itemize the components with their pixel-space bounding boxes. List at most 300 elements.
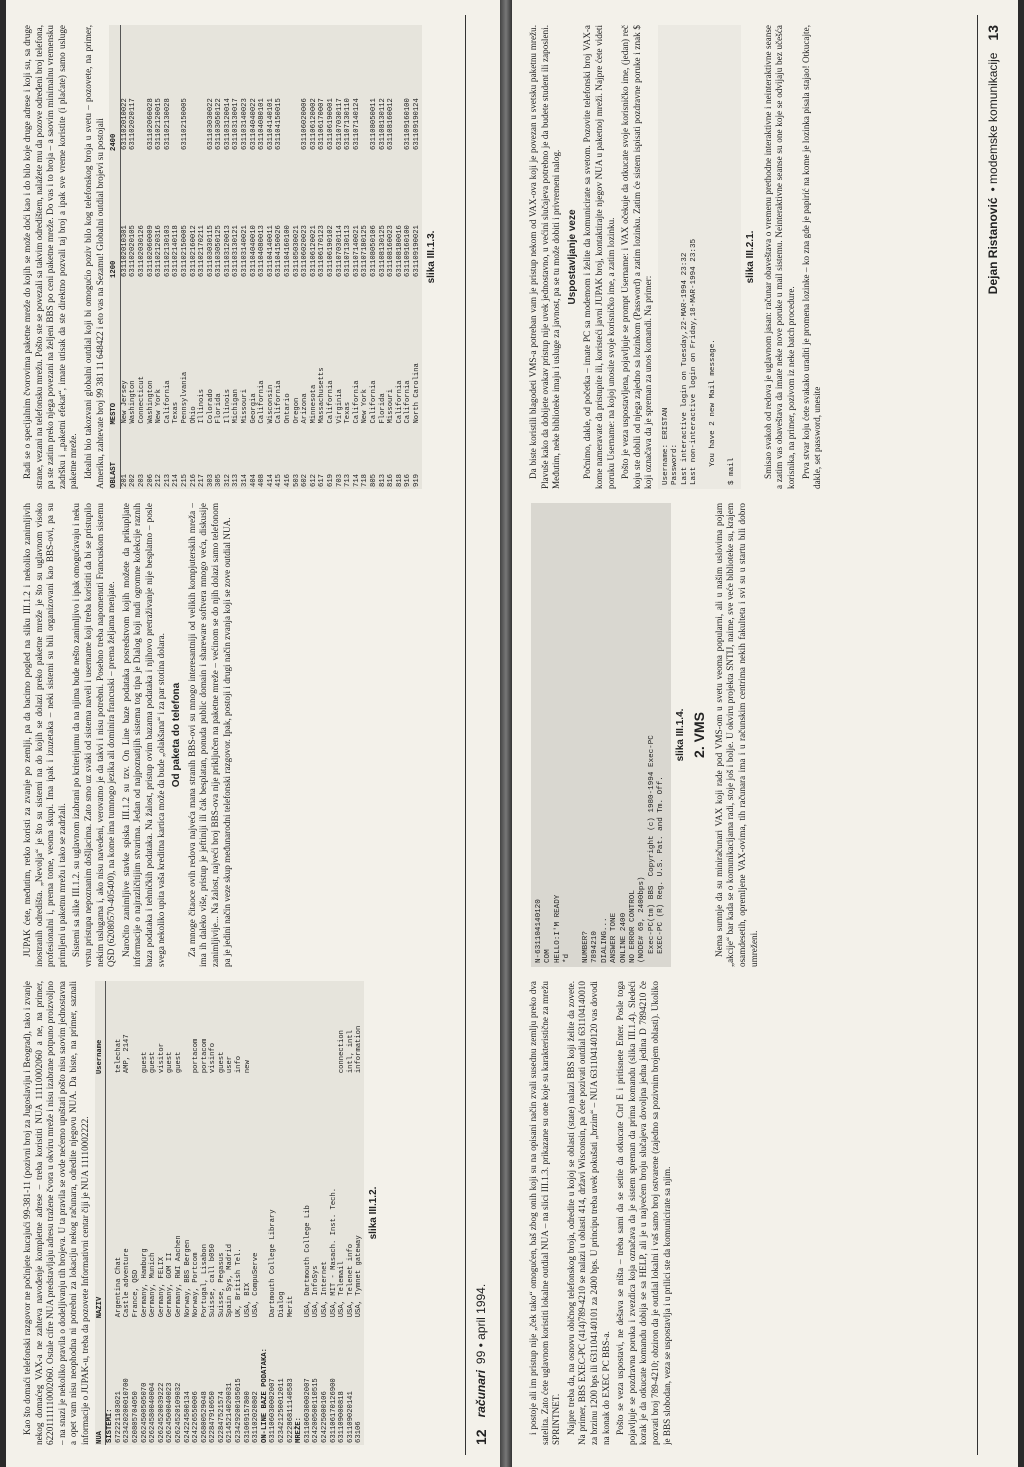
table-cell: 631069157800 [243, 1391, 252, 1443]
table-cell: new [243, 1060, 252, 1074]
table-header: 1200 [109, 152, 120, 279]
table-cell: 631106020006 [301, 98, 310, 150]
table-cell: USA, BIX [243, 1282, 252, 1318]
login-listing: Username: ERISTAN Password: Last interactive login on Tuesday,22-MAR-1994 23:32 Last non-interactive login on Friday,18-MAR-1994 23:35 You have 2 new Mail message. $ mail [658, 25, 741, 489]
table-cell [304, 981, 313, 1075]
table-row [287, 981, 296, 1445]
paragraph: Naročito zanimljive stavke spiska III.1.2 su tzv. On Line baze podataka posredstvom kojih možete da prikupljate informacije o najrazličitijim stvarima. Jedan od najpoznatijih sistema tog tipa je Dialog koji nudi ogromne kolekcije raznih baza podataka i tehničkih podataka. Na žalost, pristup ovim bazama podataka i njihovo pretraživanje nije besplatno – posle svega nekoliko upita vaša kreditna kartica može da bude „olakšana“ i za par stotina dolara. [120, 503, 166, 967]
table-cell: 631103140023 [241, 98, 250, 150]
table-cell: Suisse, call b050 [209, 1243, 218, 1318]
paragraph: Smisao svakoh od redova je uglavnom jasan: računar obaveštava o vremenu prethodne interaktivne i neinteraktivne seanse a zatim vas obaveštava da imate neke nove poruke u mail sistemu. Neinteraktivne seanse su one koje se odvijaju bez učešća korisnika, na primer, pozivom iz neke batch procedure. [762, 25, 796, 489]
table-cell: Missouri [387, 389, 396, 424]
table-cell: 62624500040023 [166, 1382, 175, 1443]
table-cell: Missouri [241, 389, 250, 424]
table-cell: portacom [192, 1038, 201, 1074]
table-cell: 631103030022 [206, 98, 215, 150]
table-cell: Virginia [335, 389, 344, 424]
table-row [175, 981, 184, 1445]
table-row [149, 981, 158, 1445]
table-row [207, 25, 216, 489]
table-cell: 619 [327, 474, 335, 487]
table-cell: visinfo [209, 1042, 218, 1074]
table-cell: USA, Dartmouth College Lib [303, 1205, 312, 1318]
table-cell: 314 [241, 474, 250, 487]
table-row [192, 981, 201, 1445]
table-cell: 631105030021 [292, 225, 301, 277]
table-cell [312, 981, 321, 1075]
table-cell: Germany, RWI Aachen [174, 1235, 183, 1318]
table-section-row [106, 981, 115, 1445]
table-cell: 416 [284, 474, 293, 487]
table-cell: 631102060009 [146, 225, 155, 277]
table-section-row [295, 981, 304, 1445]
table-cell: 631102170211 [198, 225, 207, 277]
table-cell: 631103030115 [206, 225, 215, 277]
table-cell: 503 [292, 474, 301, 487]
author-name: Dejan Ristanović [986, 197, 1000, 295]
paragraph: Da biste koristili blagodeti VMS-a potreban vam je pristup nekom od VAX-ova koji je povezan u svetsku paketnu mrežu. Plavuše kako da dobijete ovakav pristup nije uvek jednostavno, u većini slučajeva potrebno je da budete student ili zaposleni. Međutim, neke biblioteke imaju i usluge za javnost, pa se tu može dobiti i privremeni nalog. [528, 25, 562, 489]
table-row [336, 25, 345, 489]
table-cell: 414 [266, 474, 275, 487]
table-row [252, 981, 261, 1445]
paragraph: Pošto se veza uspostavi, ne dešava se ništa – treba sami da se setite da otkucate Ctrl E i pritisnete Enter. Posle toga pojavljuje se pozdravna poruka i zvezdica koja označava da je sistem spreman da prima komandu (slika III.1.4). Sledeći korak je da otkucate komandu dobija se sa HELP, ali je u najvećem broju slučajeva dovoljna jedna jedina D 7894210 če pozvati broj 789-4210; obziron da je outdial lokalni i vaš samo broj ostvarene (zajedno sa pozivnim brojem oblasti). Ukoliko je BBS slobodan, veza se uspostavlja i u prilici ste da komunicirate sa njim. [615, 981, 672, 1445]
table-cell: 202 [129, 474, 138, 487]
table-cell: 624226550006 [192, 1391, 201, 1443]
table-cell: 212 [155, 474, 164, 487]
table-cell: Germany, Munich [149, 1252, 158, 1318]
table-cell: 214 [172, 474, 181, 487]
table-row [327, 25, 336, 489]
table-cell [138, 25, 147, 152]
page-number: 13 [985, 25, 1001, 41]
table-cell: 631107130110 [344, 98, 353, 150]
table-cell: 62624520109032 [174, 1382, 183, 1443]
table-cell: Minnesota [309, 384, 318, 424]
table-row [318, 25, 327, 489]
table-cell: 631102160012 [189, 225, 198, 277]
table-cell: 631104160100 [284, 225, 293, 277]
terminal-listing: N-631104140120 COM HELLO:I'M READY *d NUMBER? 7894210 DIALING... ANSWER TONE ONLINE 2400 NO ERROR CONTROL (NODE# 69, 2400bps) Exec-PC(tm) BBS Copyright (c) 1980-1994 Exec-PC EXEC-PC (R) Reg. U.S. Pat. and Tm. Off. [531, 503, 671, 967]
table-header: OBLAST [109, 426, 120, 489]
table-cell: 62145214020031 [226, 1382, 235, 1443]
table-cell: 718 [361, 474, 370, 487]
table-cell: 714 [352, 474, 361, 487]
table-cell: California [327, 380, 335, 424]
table-cell: 703 [335, 474, 344, 487]
table-cell: Ohio [189, 406, 198, 424]
table-cell [278, 981, 287, 1075]
table-cell: guest [174, 1051, 183, 1074]
page-gutter [500, 0, 512, 1467]
table-cell: 631108180016 [395, 225, 404, 277]
table-cell: 620805704050 [131, 1391, 140, 1443]
table-cell: 62624500505070 [140, 1382, 149, 1443]
table-cell: 813 [378, 474, 387, 487]
table-row [353, 25, 362, 489]
table-section-row [261, 981, 270, 1445]
table-section-label: ON-LINE BAZE PODATAKA: [260, 1348, 269, 1443]
outdial-table [109, 25, 421, 489]
table-cell: Georgia [249, 393, 258, 424]
table-cell [396, 25, 405, 152]
table-cell: Germany, GOM II [166, 1252, 175, 1318]
table-cell: 631108130125 [378, 225, 387, 277]
table-cell: visitor [157, 1042, 166, 1074]
table-cell: 631109190124 [412, 98, 421, 150]
table-cell: USA, Tymnet gateway [355, 1235, 364, 1318]
table-cell: Texas [172, 401, 181, 424]
table-cell: 631107140124 [352, 98, 361, 150]
table-cell: 624200500110515 [312, 1378, 321, 1443]
table-cell: 313 [232, 474, 241, 487]
table-cell: 631102120316 [155, 225, 164, 277]
table-row [147, 25, 156, 489]
table-cell [293, 25, 302, 152]
table-cell: 631102020117 [129, 98, 138, 150]
table-cell: 631106020023 [301, 225, 310, 277]
table-cell: 631103130121 [232, 225, 241, 277]
right-column-2 [528, 503, 952, 967]
table-cell: 622286811140583 [286, 1378, 295, 1443]
table-cell: Texas [344, 401, 353, 424]
table-cell: 62624580040004 [149, 1382, 158, 1443]
table-cell: AMP, 2147 [123, 1034, 132, 1074]
figure-caption: slika III.2.1. [745, 230, 757, 284]
table-cell: 631106170123 [318, 225, 327, 277]
table-cell: California [275, 380, 284, 424]
table-cell: 631107030114 [335, 225, 344, 277]
table-cell: 631108050011 [369, 98, 378, 150]
table-cell: Arizona [301, 393, 310, 424]
table-cell: guest [149, 1051, 158, 1074]
table-cell: Oregon [292, 397, 301, 424]
table-cell: USA, MIT - Masach. Inst. Tech. [329, 1187, 338, 1318]
left-column-1 [22, 981, 446, 1445]
table-cell: USA, Telenet info [346, 1243, 355, 1318]
table-cell [190, 25, 199, 152]
left-page-content [16, 15, 496, 1455]
table-row [330, 981, 339, 1445]
table-row [209, 981, 218, 1445]
page-number: 12 [473, 1429, 489, 1445]
issue-label: 99 • april 1994. [474, 1283, 488, 1365]
right-column-3 [528, 25, 952, 489]
table-section-label: SISTEMI: [106, 1408, 115, 1443]
table-row [301, 25, 310, 489]
table-header: 2400 [109, 25, 120, 152]
publication-name: računari [474, 1370, 488, 1418]
table-cell: 631106190001 [327, 98, 335, 150]
table-row [355, 981, 364, 1445]
table-cell: Dialog [278, 1291, 287, 1318]
table-cell: Massachusetts [318, 367, 327, 424]
paragraph: Idealni bio takozvani globalni outdial koji bi omogućio poziv bilo kog telefonskog broja u svetu – pozovete, na primer, Ameriku, zahtevate broj 99 381 11 648422 i eto vas na Sezamu! Globalni outdial brojevi su postojali [82, 25, 105, 489]
table-cell: Ontario [284, 393, 293, 424]
table-row [338, 981, 347, 1445]
table-cell: 415 [275, 474, 284, 487]
table-row [321, 981, 330, 1445]
table-row [232, 25, 241, 489]
table-row [115, 981, 124, 1445]
table-row [181, 25, 190, 489]
table-cell: 631104080013 [258, 225, 267, 277]
table-cell: guest [140, 1051, 149, 1074]
table-cell: 408 [258, 474, 267, 487]
paragraph: Pošto je veza uspostavljena, pojavljuje se prompt Username: i VAX očekuje da otkucate svoje korisničko ime, (jedan) reč koju ste dobili od njega zajedno sa lozinkom (Password) a zatim lozinku. Zatim će sistem ispisati pozdravne poruke i znak $ koji označava da je spreman za unos komandi. Na primer: [620, 25, 654, 489]
table-row [166, 981, 175, 1445]
table-cell: UK, British Tel. [235, 1248, 244, 1318]
table-cell [132, 981, 141, 1075]
table-cell: 624224500134 [183, 1391, 192, 1443]
table-header: Username [95, 981, 106, 1075]
table-cell: 713 [344, 474, 353, 487]
table-cell: California [352, 380, 361, 424]
table-cell: 631104040010 [249, 225, 258, 277]
table-cell: USA, CompuServe [252, 1252, 261, 1318]
table-row [293, 25, 302, 489]
table-cell: Michigan [232, 389, 241, 424]
table-row [158, 981, 167, 1445]
table-cell: 203 [137, 474, 146, 487]
table-cell: 622847521574 [217, 1391, 226, 1443]
table-cell: 631104150026 [275, 225, 284, 277]
paragraph: Počnimo, dakle, od početka – imate PC sa modemom i želite da komunicirate sa svetom. Pozovite telefonski broj VAX-a kome nameravate da pristupite ili, koristeći javni JUPAK broj, kontaktirajte njegov NUA u paketnoj mreži. Najpre ćete videti poruku Username: na kojoj unosite svoje korisničko ime, a zatim lozinku. [582, 25, 616, 489]
table-cell: California [258, 380, 267, 424]
right-column-1 [528, 981, 952, 1445]
table-header: MESTO [109, 279, 120, 426]
table-cell: Portugal, Lisabon [200, 1243, 209, 1318]
table-cell: 631103130017 [232, 98, 241, 150]
table-cell: 631103140021 [241, 225, 250, 277]
table-row [138, 25, 147, 489]
table-cell: 631102150005 [180, 98, 189, 150]
table-cell: 631109190021 [412, 225, 421, 277]
table-row [278, 981, 287, 1445]
table-row [404, 25, 413, 489]
table-cell: 631102140118 [172, 225, 181, 277]
table-cell: 631107030117 [335, 98, 344, 150]
table-row [226, 981, 235, 1445]
table-cell: Spain Sys, Madrid [226, 1243, 235, 1318]
table-cell: 626800529048 [200, 1391, 209, 1443]
paragraph: Radi se o specijalnim čvorovima paketne mreže do kojih se može doći kao i do bilo koje druge adrese i koji su, sa druge strane, vezani na telefonsku mrežu. Pošto ste se povezali sa takvim odredištem, nalažete mu da pozove određeni broj telefona, pa ste zatim preko njega povezani na željeni BBS po ceni paketne mreže. Do vas i to broja – a saovim minimalnu vremensku zadršku i „paketni efekat“, imate utisak da ste direktno pozvali taj broj a ipak sve vreme koristite (i plaćate) samo usluge paketne mreže. [22, 25, 79, 489]
right-page [512, 0, 1018, 1467]
table-cell: 206 [146, 474, 155, 487]
right-page-content [522, 15, 1008, 1455]
right-footer [977, 15, 1008, 1455]
table-cell: USA, InfoSys [312, 1265, 321, 1318]
table-cell: 818 [395, 474, 404, 487]
table-cell: 631109160100 [404, 225, 413, 277]
table-row [269, 981, 278, 1445]
table-header: NUA [95, 1319, 106, 1445]
table-row [387, 25, 396, 489]
table-cell: info [235, 1055, 244, 1074]
table-cell: 631102020105 [129, 225, 138, 277]
paragraph: i postoje ali im pristup nije „ček tako“ omogućen, baš zbog onih koji su na opisani način zvali susednu zemlju preko dva satelita. Zato ćete uglavnom koristiti lokalne outdial NUA – na slici III.1.3. prikazane su one koje su karakteristične za mrežu SPRINTNET. [528, 981, 562, 1445]
table-cell: 201 [120, 474, 129, 487]
table-row [250, 25, 259, 489]
table-cell [330, 981, 339, 1075]
table-row [235, 981, 244, 1445]
table-cell: 631106120002 [309, 98, 318, 150]
table-row [361, 25, 370, 489]
paragraph: Sistemi sa slike III.1.2. su uglavnom izabrani po kriterijumu da na njima bude nešto zanimljivo i ipak omogućavaju i neku vrstu pristupa nepoznanim došljacima. Zato smo uz svaki od sistema naveli i username koji treba koristiti da bi se pristupilo nekim uslugama i, ako nisu navedeni, verovatno je da takvi i nisu potrebni. Posebno treba napomenuti Francuskom sistemu QSD (62080570-405400), na kome ima tumnogo jezika ali dominira francuski – prema željama menjate. [71, 503, 117, 967]
table-row [258, 25, 267, 489]
table-cell: Florida [215, 393, 224, 424]
table-cell: New York [361, 389, 370, 424]
table-cell: Florida [378, 393, 387, 424]
table-row [267, 25, 276, 489]
table-cell: 631104080101 [258, 98, 267, 150]
table-cell [269, 981, 278, 1075]
table-cell: 631108130112 [378, 98, 387, 150]
table-cell: Germany, Hamburg [140, 1248, 149, 1318]
table-cell: 623421250012011 [278, 1378, 287, 1443]
table-cell: 631102030126 [137, 225, 146, 277]
table-row [218, 981, 227, 1445]
table-cell: New Jersey [120, 380, 129, 424]
table-cell: 631109020141 [346, 1391, 355, 1443]
table-header: NAZIV [95, 1075, 106, 1319]
table-cell: 612 [309, 474, 318, 487]
table-row [184, 981, 193, 1445]
figure-caption: slika III.1.4. [674, 708, 686, 762]
table-cell: New York [155, 389, 164, 424]
table-cell: Illinois [198, 389, 207, 424]
table-cell: guest [166, 1051, 175, 1074]
table-row [123, 981, 132, 1445]
table-cell: 305 [215, 474, 224, 487]
table-cell: 631102020802 [252, 1391, 261, 1443]
table-cell: Connecticut [137, 376, 146, 424]
table-cell: 631103120013 [223, 225, 232, 277]
table-row [304, 981, 313, 1445]
table-cell [284, 25, 293, 152]
table-cell: Wisconsin [266, 384, 275, 424]
paragraph: Nema sumnje da su miniračunari VAX koji rade pod VMS-om u svetu veoma popularni, ali u našim uslovima pojam „akcije“ bar kada se o komunikacijama radi, stoje još i bolje. U okviru projekta SNTIJ, naime, sve veće biblioteke su, krajem osamdesetih, opremljene VAX-ovima, tih računara ima i u računskim centrima nekih fakulteta i svi su u startu bili dobro umreženi. [713, 503, 759, 967]
table-cell: portacom [200, 1038, 209, 1074]
table-cell: 631108050106 [369, 225, 378, 277]
table-cell: 62624520039222 [157, 1382, 166, 1443]
table-row [172, 25, 181, 489]
table-cell: 631106030002007 [303, 1378, 312, 1443]
table-section-label: MREŽE: [295, 1417, 304, 1443]
table-cell: 623429200105015 [235, 1378, 244, 1443]
table-cell: 631103120014 [223, 98, 232, 150]
table-cell: California [395, 380, 404, 424]
paragraph: Prva stvar koju ćete svakako uraditi je promena lozinke – ko zna gde je papirić na kome je lozinka pisala stajao! Otkucajte, dakle, set password, unesite [800, 25, 823, 489]
table-row [244, 981, 253, 1445]
table-row [241, 25, 250, 489]
table-cell [252, 981, 261, 1075]
table-cell [184, 981, 193, 1075]
table-cell: 631109160100 [404, 98, 413, 150]
table-cell: 622847910650 [209, 1391, 218, 1443]
table-cell: connection [338, 1030, 347, 1074]
table-cell: 631102010301 [120, 225, 129, 277]
table-cell: USA, Internet [321, 1261, 329, 1318]
table-cell: 63106 [355, 1421, 364, 1443]
table-cell: 617 [318, 474, 327, 487]
paragraph: JUPAK ćete, međutim, retko koristi za zvanje po zemlji, pa da bacimo pogled na sliku III.1.2 i nekoliko zanimljivih inostranih odredišta. „Nevolja“ je što su sistemi na do kojih se dolazi preko paketne mreže je što su uglavnom visoko profesionalni i, prema tome, veoma skupi. Ima ipak i izuzetaka – neki sistemi su bili organizovani kao BBS-ovi, pa su primljeni u paketnu mrežu i tako se zadržali. [22, 503, 67, 967]
table-cell: 213 [163, 474, 172, 487]
table-row [396, 25, 405, 489]
table-cell: California [163, 380, 172, 424]
intro-paragraph: Kao što domaći telefonski razgovor ne počinjete kucajući 99-381-11 (pozivni broj za Jugoslaviju i Beograd), tako i zvanje nekog domaćeg VAX-a ne zahteva navođenje kompletne adrese – treba koristiti NUA 11110002060 a ne, na primer, 62201111110002060. Ostale cifre NUA predstavljaju adresu tražene čvora u okviru mreže i nisu izabrane potpuno proizvoljno – na snazi je nekoliko pravila o dodeljivanju tih brojeva. U ta pravila se ovde nećemo upuštati pošto nisu saovim jednostavna a opet vam nisu neophodna ni potrebni za lokaciju nekog računara, odredite njegovu NUA. Da biste, na primer, saznali informacije o JUPAK-u, treba da pozovete Informativni centar čiji je NUA 11110002222. [22, 981, 90, 1445]
table-cell: information [355, 1025, 364, 1074]
table-cell: 631106170007 [318, 98, 327, 150]
table-cell: user [226, 1055, 235, 1074]
table-cell: Merit [286, 1295, 295, 1318]
table-cell: 631106170126900 [329, 1378, 338, 1443]
table-row [370, 25, 379, 489]
table-cell [198, 25, 207, 152]
table-cell: 216 [189, 474, 198, 487]
table-cell: 631102130028 [163, 98, 172, 150]
table-cell: 215 [180, 474, 189, 487]
table-cell: Illinois [223, 389, 232, 424]
table-cell: North Carolina [412, 363, 421, 424]
table-row [215, 25, 224, 489]
table-cell: France, QSD [131, 1269, 140, 1318]
table-row [275, 25, 284, 489]
table-cell: Germany, FELIX [157, 1256, 166, 1318]
table-cell: Argentina Chat [114, 1256, 123, 1318]
table-row [344, 25, 353, 489]
table-cell: 631104140011 [266, 225, 275, 277]
table-cell: 404 [249, 474, 258, 487]
table-cell: 805 [369, 474, 378, 487]
table-cell: 631107140021 [352, 225, 361, 277]
table-row [164, 25, 173, 489]
section-heading: Uspostavljanje veze [566, 209, 578, 305]
table-cell: 631102060028 [146, 98, 155, 150]
section-heading: Od paketa do telefona [171, 682, 183, 788]
table-cell: 624225000106 [321, 1391, 329, 1443]
left-footer [465, 15, 496, 1455]
table-cell: 631108160012 [387, 98, 396, 150]
table-cell: 631106190102 [327, 225, 335, 277]
table-cell: 816 [387, 474, 396, 487]
table-cell: 602 [301, 474, 310, 487]
left-page [6, 0, 506, 1467]
table-row [413, 25, 422, 489]
table-cell: 631104140101 [266, 98, 275, 150]
table-cell: 919 [412, 474, 421, 487]
table-row [155, 25, 164, 489]
left-column-3 [22, 25, 446, 489]
table-cell: 631107130113 [344, 225, 353, 277]
table-row [201, 981, 210, 1445]
table-row [198, 25, 207, 489]
table-row [190, 25, 199, 489]
table-cell [172, 25, 181, 152]
table-cell: California [404, 380, 413, 424]
table-cell: 631109000818 [338, 1391, 347, 1443]
paragraph: Za mnoge čitaoce ovih redova najveća mana stranih BBS-ovi su mnogo interesantniji od velikih kompjuterskih mreža – ima ih daleko više, pristup je jeftiniji ili čak besplatan, ponuda public domain i shareware softvera mnogo veća, diskusije zanimljivije... Na žalost, najveći broj BBS-ova nije priključen na paketne mreže – većinom se do njih dolazi samo telefonom pa je jedini način veze skup međunarodni telefonski razgovor. Ipak, postoji i drugi način zvanja koji se zove outdial NUA. [186, 503, 232, 967]
table-row [120, 25, 129, 489]
table-cell: 916 [404, 474, 413, 487]
table-cell: 631104040022 [249, 98, 258, 150]
table-cell [287, 981, 296, 1075]
table-row [132, 981, 141, 1445]
table-cell: 631107180125 [361, 225, 370, 277]
table-row [129, 25, 138, 489]
table-row [224, 25, 233, 489]
table-cell: 631102010022 [120, 98, 129, 150]
figure-caption: slika III.1.2. [367, 1186, 379, 1240]
